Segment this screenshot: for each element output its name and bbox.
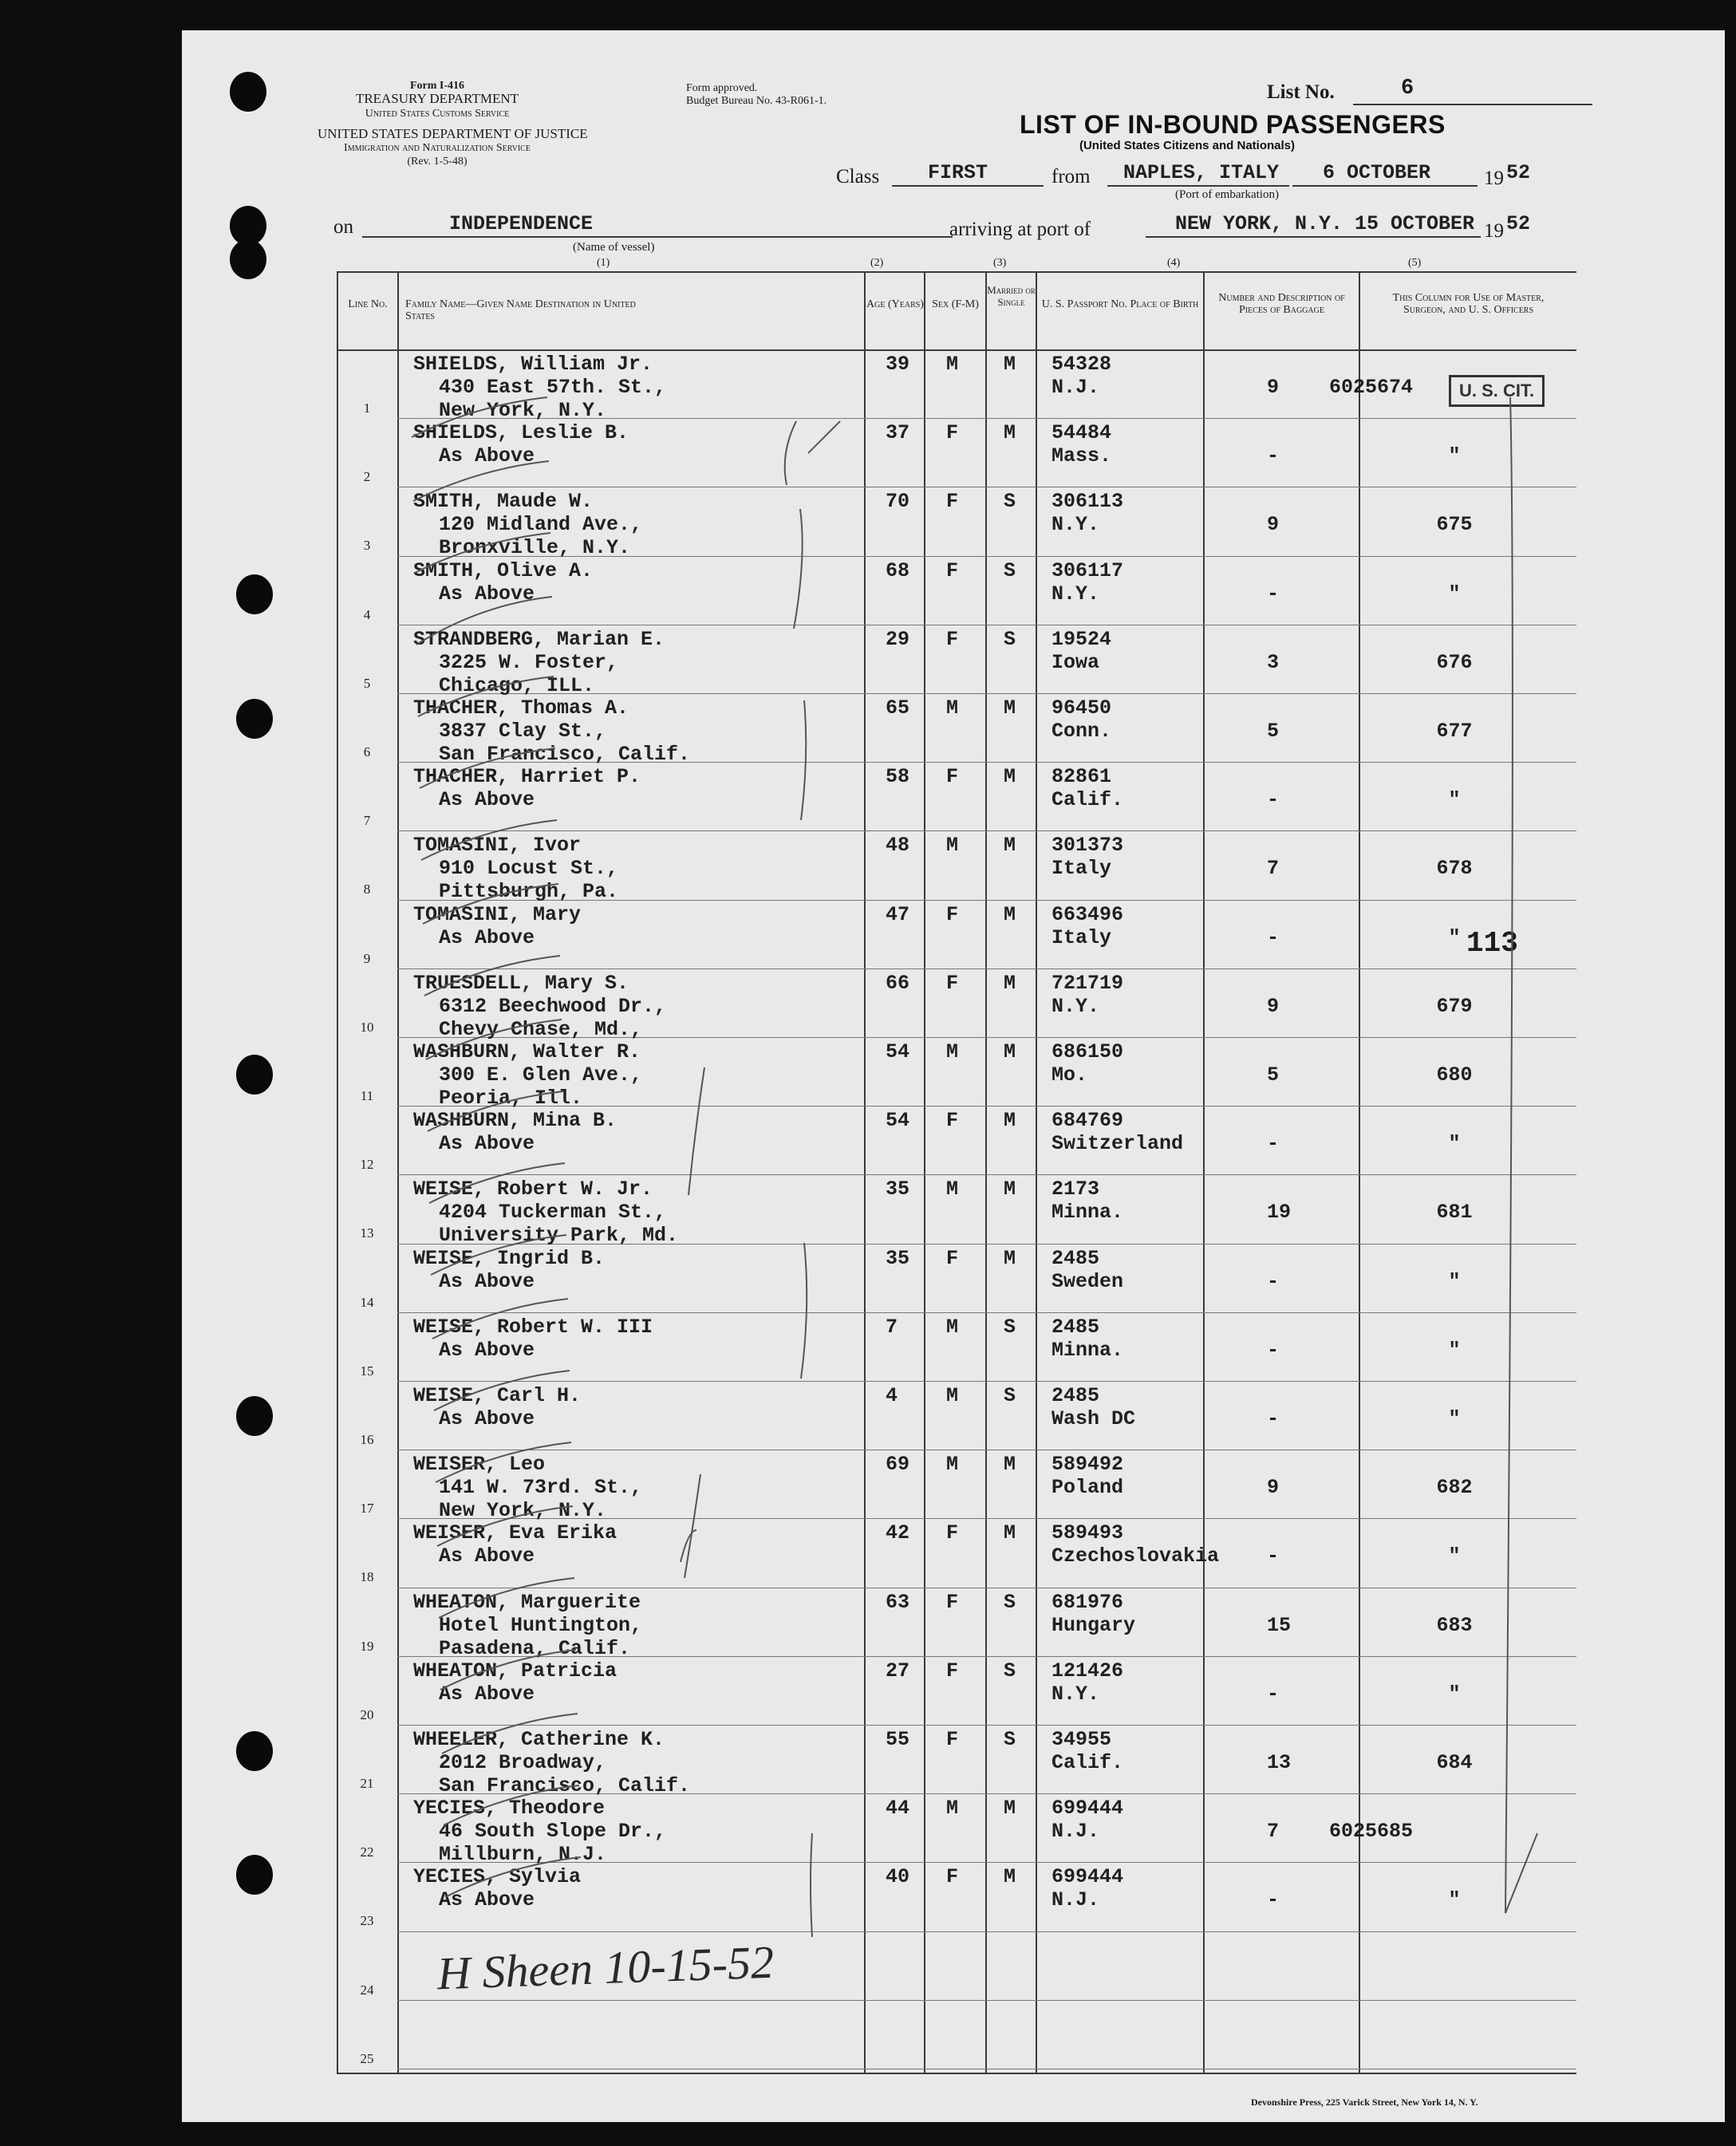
page-title: LIST OF IN-BOUND PASSENGERS	[1020, 110, 1446, 139]
passport-number: 2173	[1051, 1178, 1100, 1201]
passenger-address-line2: University Park, Md.	[439, 1224, 679, 1248]
passenger-marital-status: M	[1004, 834, 1016, 858]
baggage-count: -	[1267, 1132, 1280, 1156]
baggage-count: 7	[1267, 857, 1280, 881]
passenger-name: WEISE, Robert W. III	[413, 1315, 653, 1339]
passenger-name: THACHER, Harriet P.	[413, 765, 641, 789]
passport-number: 2485	[1051, 1246, 1100, 1270]
passenger-address-line1: As Above	[439, 925, 535, 949]
from-label: from	[1051, 166, 1091, 187]
passenger-name: WASHBURN, Mina B.	[413, 1109, 617, 1133]
passport-number: 721719	[1051, 971, 1124, 995]
binder-hole	[236, 1855, 273, 1895]
passport-number: 699444	[1051, 1797, 1124, 1821]
line-number: 16	[360, 1432, 374, 1447]
passenger-marital-status: M	[1004, 696, 1016, 720]
place-of-birth: Iowa	[1051, 650, 1100, 674]
header-line-no: Line No.	[348, 298, 388, 310]
place-of-birth: N.Y.	[1051, 513, 1100, 537]
officer-column-value: 678	[1436, 857, 1473, 881]
line-number: 2	[363, 469, 371, 485]
line-number: 21	[360, 1776, 374, 1791]
colnum-3: (3)	[993, 257, 1007, 269]
passenger-name: THACHER, Thomas A.	[413, 696, 629, 720]
passenger-address-line2: Chicago, ILL.	[439, 673, 595, 697]
place-of-birth: Wash DC	[1051, 1407, 1136, 1430]
baggage-count: 5	[1267, 720, 1280, 743]
officer-column-value: "	[1448, 925, 1461, 949]
place-of-birth: N.J.	[1051, 376, 1100, 399]
passenger-sex: M	[946, 696, 959, 720]
baggage-count: -	[1267, 1407, 1280, 1430]
header-passport: U. S. Passport No. Place of Birth	[1041, 298, 1199, 310]
passenger-address-line1: Hotel Huntington,	[439, 1613, 643, 1637]
officer-column-value: "	[1448, 1269, 1461, 1293]
passenger-name: TOMASINI, Ivor	[413, 834, 582, 858]
officer-column-value: "	[1448, 1132, 1461, 1156]
header-baggage: Number and Description of Pieces of Baggage	[1218, 292, 1345, 316]
baggage-count: 9	[1267, 994, 1280, 1018]
binder-hole	[236, 1055, 273, 1095]
passenger-sex: F	[946, 1590, 959, 1614]
passport-number: 96450	[1051, 696, 1112, 720]
place-of-birth: Italy	[1051, 857, 1112, 881]
officer-column-value: "	[1448, 1682, 1461, 1706]
passenger-age: 47	[886, 902, 910, 926]
passenger-address-line2: Pasadena, Calif.	[439, 1636, 631, 1660]
officer-column-value: 682	[1436, 1476, 1473, 1500]
officer-column-value: "	[1448, 1544, 1461, 1568]
passenger-name: WHEELER, Catherine K.	[413, 1728, 665, 1751]
header-age: Age (Years)	[866, 298, 924, 310]
passenger-marital-status: M	[1004, 1109, 1016, 1133]
baggage-count: 7	[1267, 1820, 1280, 1844]
passenger-address-line1: As Above	[439, 1682, 535, 1706]
passenger-name: TRUESDELL, Mary S.	[413, 971, 629, 995]
officer-column-value: "	[1448, 1888, 1461, 1912]
passenger-address-line1: As Above	[439, 444, 535, 468]
passport-number: 686150	[1051, 1040, 1124, 1063]
arrival-year: 52	[1506, 212, 1531, 235]
binder-hole	[236, 574, 273, 614]
officer-column-value: "	[1448, 444, 1461, 468]
place-of-birth: Italy	[1051, 925, 1112, 949]
line-number: 23	[360, 1913, 374, 1929]
passenger-address-line1: 3837 Clay St.,	[439, 720, 607, 743]
passenger-address-line1: 4204 Tuckerman St.,	[439, 1201, 667, 1225]
line-number: 12	[360, 1157, 374, 1173]
passport-number: 2485	[1051, 1315, 1100, 1339]
passenger-age: 66	[886, 971, 910, 995]
passenger-name: WEISER, Eva Erika	[413, 1521, 617, 1545]
colnum-2: (2)	[870, 257, 884, 269]
officer-column-value: 679	[1436, 994, 1473, 1018]
line-number: 20	[360, 1706, 374, 1722]
passenger-name: TOMASINI, Mary	[413, 902, 582, 926]
passport-number: 19524	[1051, 627, 1112, 651]
printer-credit: Devonshire Press, 225 Varick Street, New York 14, N. Y.	[1251, 2097, 1478, 2108]
header-sex: Sex (F-M)	[932, 298, 979, 310]
passport-number: 684769	[1051, 1109, 1124, 1133]
passport-number: 121426	[1051, 1659, 1124, 1682]
count-annotation: 113	[1466, 927, 1518, 960]
baggage-count: -	[1267, 788, 1280, 812]
baggage-count: 15	[1267, 1613, 1292, 1637]
passport-number: 2485	[1051, 1384, 1100, 1407]
baggage-count: -	[1267, 1269, 1280, 1293]
passenger-sex: M	[946, 1453, 959, 1477]
passenger-marital-status: S	[1004, 1315, 1016, 1339]
passenger-address-line2: Bronxville, N.Y.	[439, 536, 631, 560]
passenger-sex: F	[946, 1659, 959, 1682]
line-number: 8	[363, 882, 371, 897]
passenger-address-line1: 2012 Broadway,	[439, 1751, 607, 1774]
justice-department: UNITED STATES DEPARTMENT OF JUSTICE	[318, 126, 588, 141]
passenger-age: 69	[886, 1453, 910, 1477]
passport-number: 306113	[1051, 490, 1124, 514]
passenger-age: 58	[886, 765, 910, 789]
baggage-count: 9	[1267, 376, 1280, 399]
baggage-count: 13	[1267, 1751, 1292, 1774]
baggage-count: -	[1267, 1544, 1280, 1568]
passenger-name: YECIES, Theodore	[413, 1797, 606, 1821]
passport-number: 589493	[1051, 1521, 1124, 1545]
arriving-label: arriving at port of	[949, 219, 1091, 240]
colnum-1: (1)	[597, 257, 610, 269]
passenger-age: 48	[886, 834, 910, 858]
passenger-age: 35	[886, 1246, 910, 1270]
line-number: 14	[360, 1294, 374, 1310]
passenger-marital-status: S	[1004, 1590, 1016, 1614]
passenger-name: SMITH, Olive A.	[413, 558, 594, 582]
passenger-address-line1: As Above	[439, 1269, 535, 1293]
passenger-sex: M	[946, 1315, 959, 1339]
passenger-address-line1: As Above	[439, 582, 535, 606]
baggage-count: -	[1267, 1338, 1280, 1362]
passenger-marital-status: M	[1004, 1521, 1016, 1545]
line-number: 13	[360, 1225, 374, 1241]
officer-column-value: 676	[1436, 650, 1473, 674]
place-of-birth: N.Y.	[1051, 994, 1100, 1018]
handwritten-ticks	[182, 30, 1725, 2122]
passenger-sex: M	[946, 1384, 959, 1407]
place-of-birth: Mass.	[1051, 444, 1112, 468]
binder-hole	[236, 1396, 273, 1436]
line-number: 3	[363, 538, 371, 554]
passenger-name: SHIELDS, Leslie B.	[413, 421, 629, 445]
list-no-value: 6	[1401, 77, 1414, 101]
passenger-address-line2: New York, N.Y.	[439, 399, 607, 422]
binder-hole	[236, 699, 273, 739]
officer-column-value: 680	[1436, 1063, 1473, 1087]
place-of-birth: Conn.	[1051, 720, 1112, 743]
passenger-sex: F	[946, 971, 959, 995]
passenger-age: 65	[886, 696, 910, 720]
passenger-age: 27	[886, 1659, 910, 1682]
passenger-age: 42	[886, 1521, 910, 1545]
passenger-address-line1: 300 E. Glen Ave.,	[439, 1063, 643, 1087]
passenger-sex: M	[946, 1040, 959, 1063]
line-number: 4	[363, 606, 371, 622]
list-no-label: List No.	[1267, 81, 1335, 103]
passenger-name: WEISE, Carl H.	[413, 1384, 582, 1407]
baggage-count: -	[1267, 444, 1280, 468]
header-name: Family Name—Given Name Destination in United States	[405, 298, 636, 322]
treasury-department: TREASURY DEPARTMENT	[355, 91, 519, 106]
passenger-marital-status: M	[1004, 765, 1016, 789]
from-value: NAPLES, ITALY	[1123, 161, 1280, 184]
passenger-age: 39	[886, 353, 910, 376]
baggage-count: 3	[1267, 650, 1280, 674]
line-number: 25	[360, 2050, 374, 2066]
passenger-name: STRANDBERG, Marian E.	[413, 627, 665, 651]
officer-column-value: 683	[1436, 1613, 1473, 1637]
passenger-sex: F	[946, 627, 959, 651]
passenger-name: YECIES, Sylvia	[413, 1865, 582, 1889]
passenger-age: 44	[886, 1797, 910, 1821]
passenger-sex: F	[946, 558, 959, 582]
form-sheet	[182, 30, 1725, 2122]
officer-column-value: "	[1448, 1407, 1461, 1430]
baggage-count: 5	[1267, 1063, 1280, 1087]
baggage-count: -	[1267, 925, 1280, 949]
passenger-marital-status: M	[1004, 1453, 1016, 1477]
passenger-sex: M	[946, 1178, 959, 1201]
header-officers: This Column for Use of Master, Surgeon, and U. S. Officers	[1392, 292, 1545, 316]
place-of-birth: N.Y.	[1051, 1682, 1100, 1706]
passenger-name: SMITH, Maude W.	[413, 490, 594, 514]
passenger-address-line2: Peoria, Ill.	[439, 1087, 583, 1110]
passenger-sex: F	[946, 1865, 959, 1889]
passport-number: 34955	[1051, 1728, 1112, 1751]
passenger-address-line1: 6312 Beechwood Dr.,	[439, 994, 667, 1018]
passport-number: 82861	[1051, 765, 1112, 789]
passenger-marital-status: S	[1004, 627, 1016, 651]
passenger-address-line2: New York, N.Y.	[439, 1499, 607, 1523]
passenger-address-line1: 46 South Slope Dr.,	[439, 1820, 667, 1844]
place-of-birth: N.Y.	[1051, 582, 1100, 606]
passenger-name: WHEATON, Marguerite	[413, 1590, 641, 1614]
passenger-name: WHEATON, Patricia	[413, 1659, 617, 1682]
passenger-address-line1: 910 Locust St.,	[439, 857, 619, 881]
header-married: Married or Single	[987, 284, 1036, 308]
passenger-name: WEISE, Robert W. Jr.	[413, 1178, 653, 1201]
officer-column-value: 675	[1436, 513, 1473, 537]
line-number: 19	[360, 1638, 374, 1654]
passenger-name: WASHBURN, Walter R.	[413, 1040, 641, 1063]
vessel-name: INDEPENDENCE	[449, 212, 594, 235]
passenger-age: 37	[886, 421, 910, 445]
place-of-birth: N.J.	[1051, 1820, 1100, 1844]
form-revision: (Rev. 1-5-48)	[407, 156, 468, 168]
passport-number: 54484	[1051, 421, 1112, 445]
passport-number: 681976	[1051, 1590, 1124, 1614]
passenger-address-line1: As Above	[439, 1888, 535, 1912]
passenger-marital-status: M	[1004, 1797, 1016, 1821]
passenger-age: 70	[886, 490, 910, 514]
passenger-marital-status: M	[1004, 421, 1016, 445]
passenger-address-line1: As Above	[439, 1132, 535, 1156]
baggage-count: 9	[1267, 513, 1280, 537]
passenger-address-line2: Chevy Chase, Md.,	[439, 1017, 643, 1041]
passenger-marital-status: S	[1004, 558, 1016, 582]
passenger-name: WEISE, Ingrid B.	[413, 1246, 606, 1270]
passport-number: 301373	[1051, 834, 1124, 858]
departure-date: 6 OCTOBER	[1323, 161, 1431, 184]
officer-column-value: 6025674	[1329, 376, 1414, 399]
passenger-marital-status: M	[1004, 1246, 1016, 1270]
officer-column-value: 684	[1436, 1751, 1473, 1774]
passenger-sex: M	[946, 1797, 959, 1821]
page-subtitle: (United States Citizens and Nationals)	[1079, 139, 1296, 152]
passenger-age: 35	[886, 1178, 910, 1201]
passenger-marital-status: S	[1004, 1659, 1016, 1682]
place-of-birth: Minna.	[1051, 1338, 1124, 1362]
officer-column-value: 6025685	[1329, 1820, 1414, 1844]
baggage-count: 9	[1267, 1476, 1280, 1500]
passenger-address-line1: 430 East 57th. St.,	[439, 376, 667, 399]
binder-hole	[230, 239, 266, 279]
passenger-age: 68	[886, 558, 910, 582]
passenger-address-line1: 3225 W. Foster,	[439, 650, 619, 674]
line-number: 24	[360, 1982, 374, 1998]
on-label: on	[333, 216, 353, 238]
line-number: 22	[360, 1844, 374, 1860]
passenger-address-line1: As Above	[439, 1338, 535, 1362]
handwritten-signature: H Sheen 10-15-52	[436, 1935, 775, 2000]
passenger-address-line1: 141 W. 73rd. St.,	[439, 1476, 643, 1500]
passenger-sex: F	[946, 1246, 959, 1270]
line-number: 1	[363, 400, 371, 416]
passenger-age: 54	[886, 1109, 910, 1133]
passenger-age: 55	[886, 1728, 910, 1751]
place-of-birth: Calif.	[1051, 788, 1124, 812]
form-approved: Form approved.	[686, 82, 758, 94]
passenger-marital-status: M	[1004, 353, 1016, 376]
passenger-sex: F	[946, 1109, 959, 1133]
form-number: Form I-416	[409, 80, 465, 92]
passenger-sex: F	[946, 421, 959, 445]
line-number: 11	[360, 1088, 374, 1103]
passenger-address-line1: As Above	[439, 1544, 535, 1568]
passenger-sex: F	[946, 765, 959, 789]
passport-number: 663496	[1051, 902, 1124, 926]
line-number: 15	[360, 1363, 374, 1379]
passenger-address-line2: San Francisco, Calif.	[439, 1774, 691, 1797]
passenger-marital-status: M	[1004, 1178, 1016, 1201]
passenger-age: 54	[886, 1040, 910, 1063]
officer-column-value: "	[1448, 1338, 1461, 1362]
place-of-birth: Hungary	[1051, 1613, 1136, 1637]
place-of-birth: Poland	[1051, 1476, 1124, 1500]
baggage-count: -	[1267, 1682, 1280, 1706]
line-number: 5	[363, 675, 371, 691]
passport-number: 699444	[1051, 1865, 1124, 1889]
arrival-year-prefix: 19	[1484, 220, 1504, 242]
passenger-marital-status: S	[1004, 490, 1016, 514]
place-of-birth: Switzerland	[1051, 1132, 1184, 1156]
passenger-address-line2: San Francisco, Calif.	[439, 743, 691, 766]
passenger-marital-status: S	[1004, 1384, 1016, 1407]
departure-year: 52	[1506, 161, 1531, 184]
binder-hole	[236, 1731, 273, 1771]
passenger-marital-status: M	[1004, 971, 1016, 995]
ins-service: Immigration and Naturalization Service	[344, 142, 531, 154]
line-number: 9	[363, 950, 371, 966]
passenger-marital-status: M	[1004, 1865, 1016, 1889]
baggage-count: 19	[1267, 1201, 1292, 1225]
colnum-5: (5)	[1408, 257, 1422, 269]
place-of-birth: Czechoslovakia	[1051, 1544, 1220, 1568]
place-of-birth: Calif.	[1051, 1751, 1124, 1774]
place-of-birth: N.J.	[1051, 1888, 1100, 1912]
place-of-birth: Minna.	[1051, 1201, 1124, 1225]
class-label: Class	[836, 166, 880, 187]
passenger-sex: M	[946, 834, 959, 858]
line-number: 17	[360, 1501, 374, 1517]
line-number: 7	[363, 813, 371, 829]
place-of-birth: Mo.	[1051, 1063, 1088, 1087]
year-prefix: 19	[1484, 168, 1504, 189]
customs-service: United States Customs Service	[365, 108, 510, 120]
port-embarkation-label: (Port of embarkation)	[1175, 188, 1279, 201]
passenger-age: 40	[886, 1865, 910, 1889]
officer-column-value: 681	[1436, 1201, 1473, 1225]
baggage-count: -	[1267, 1888, 1280, 1912]
place-of-birth: Sweden	[1051, 1269, 1124, 1293]
passenger-marital-status: M	[1004, 902, 1016, 926]
passport-number: 54328	[1051, 353, 1112, 376]
colnum-4: (4)	[1167, 257, 1181, 269]
passenger-age: 7	[886, 1315, 898, 1339]
passenger-sex: M	[946, 353, 959, 376]
passport-number: 306117	[1051, 558, 1124, 582]
passenger-address-line1: As Above	[439, 1407, 535, 1430]
passenger-sex: F	[946, 490, 959, 514]
budget-bureau: Budget Bureau No. 43-R061-1.	[686, 95, 827, 107]
arrival-port-date: NEW YORK, N.Y. 15 OCTOBER	[1175, 212, 1475, 235]
passenger-name: WEISER, Leo	[413, 1453, 546, 1477]
passenger-sex: F	[946, 902, 959, 926]
passenger-marital-status: M	[1004, 1040, 1016, 1063]
officer-column-value: "	[1448, 788, 1461, 812]
passenger-address-line2: Pittsburgh, Pa.	[439, 880, 619, 904]
passenger-name: SHIELDS, William Jr.	[413, 353, 653, 376]
passenger-sex: F	[946, 1728, 959, 1751]
passenger-age: 4	[886, 1384, 898, 1407]
us-citizen-stamp: U. S. CIT.	[1449, 375, 1545, 407]
passenger-marital-status: S	[1004, 1728, 1016, 1751]
passenger-age: 29	[886, 627, 910, 651]
line-number: 6	[363, 744, 371, 759]
baggage-count: -	[1267, 582, 1280, 606]
passenger-age: 63	[886, 1590, 910, 1614]
passenger-address-line2: Millburn, N.J.	[439, 1843, 607, 1867]
passenger-sex: F	[946, 1521, 959, 1545]
passenger-address-line1: 120 Midland Ave.,	[439, 513, 643, 537]
class-value: FIRST	[928, 161, 988, 184]
passport-number: 589492	[1051, 1453, 1124, 1477]
vessel-label: (Name of vessel)	[573, 241, 655, 254]
officer-column-value: 677	[1436, 720, 1473, 743]
binder-hole	[230, 72, 266, 112]
line-number: 18	[360, 1569, 374, 1585]
line-number: 10	[360, 1019, 374, 1035]
passenger-address-line1: As Above	[439, 788, 535, 812]
officer-column-value: "	[1448, 582, 1461, 606]
